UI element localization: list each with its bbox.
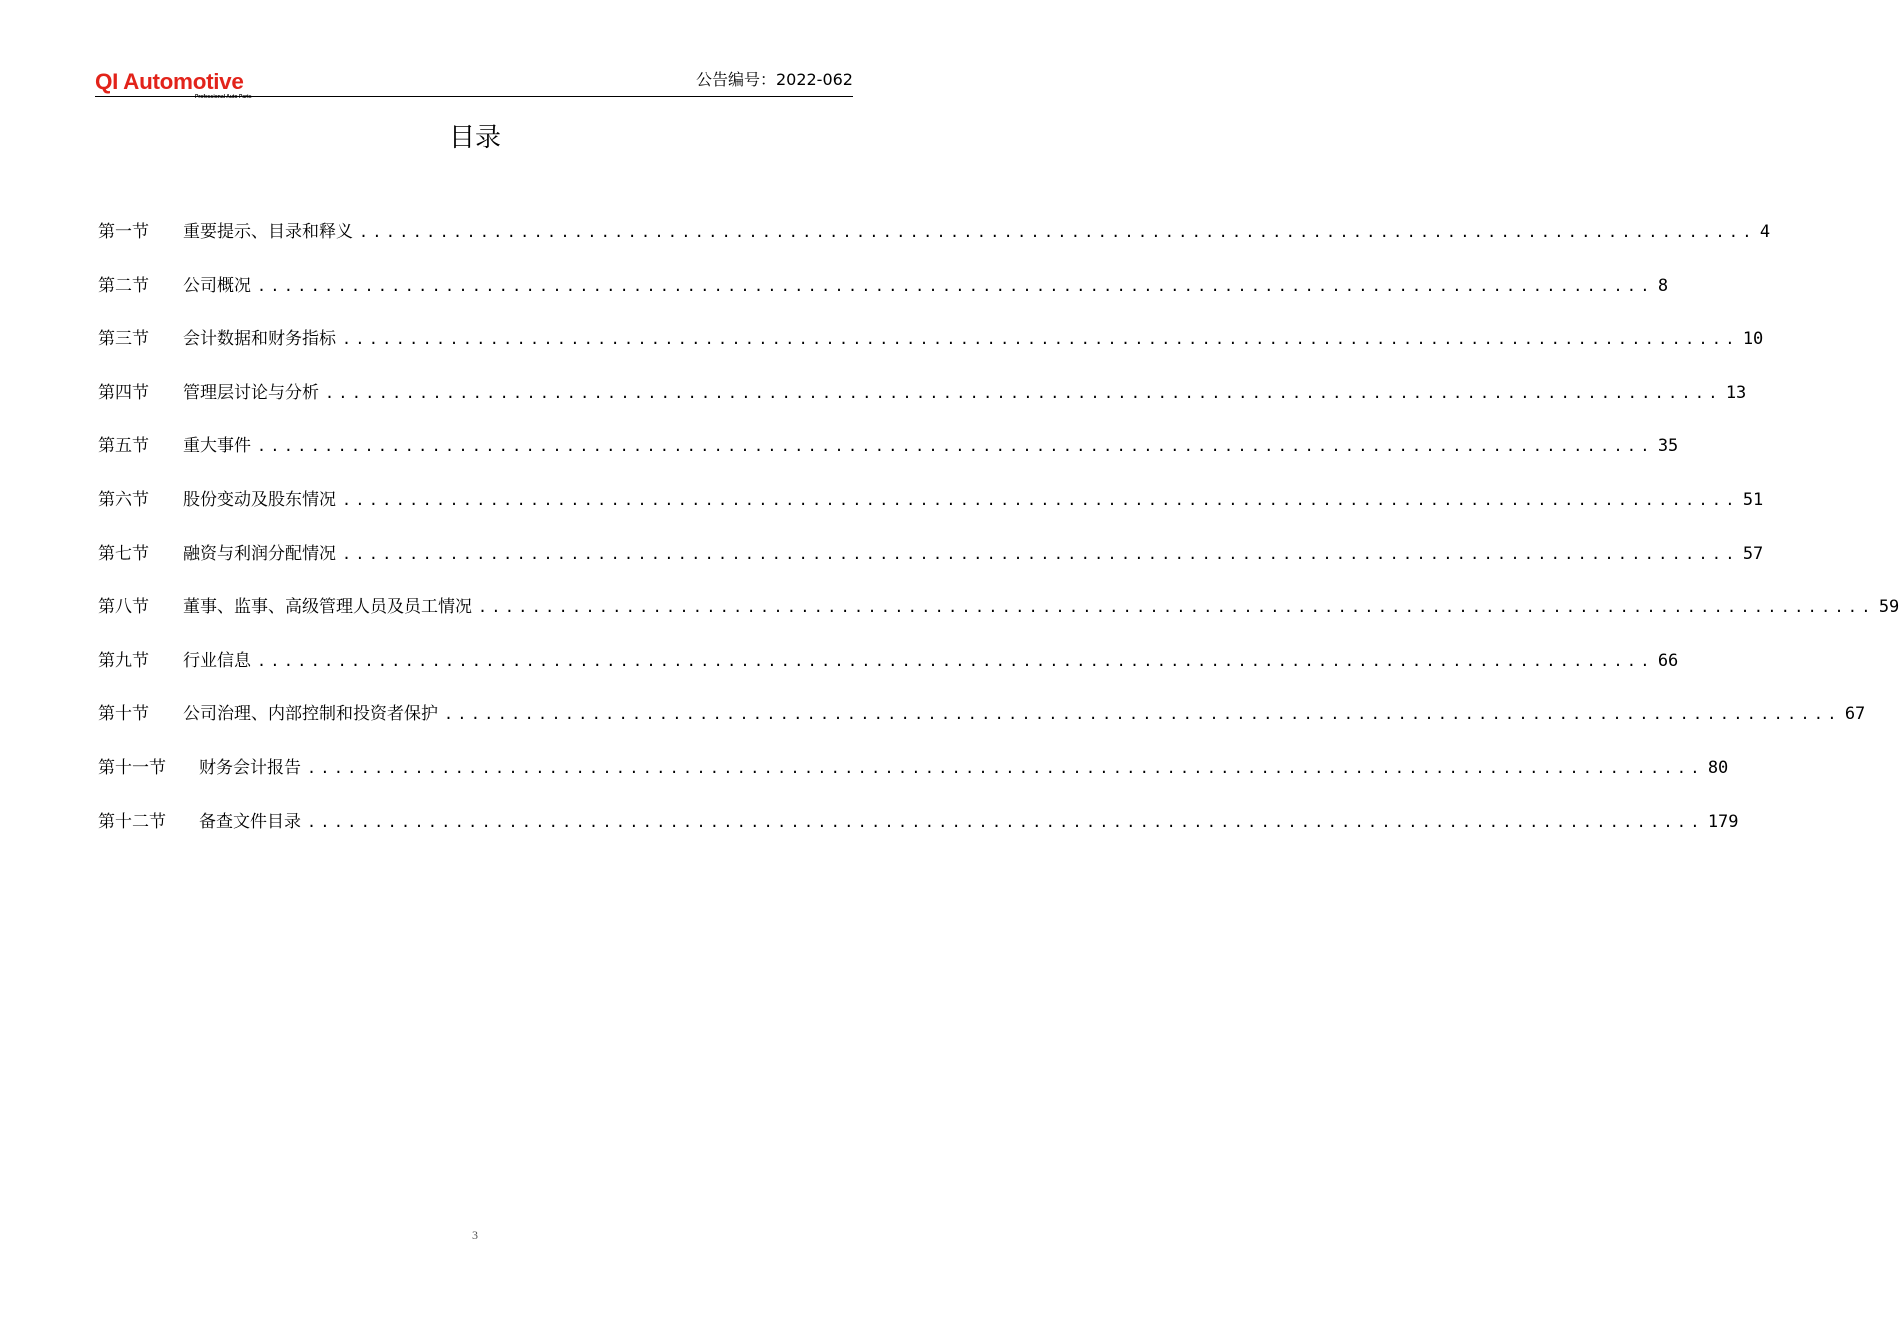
toc-section-label: 第十二节 xyxy=(98,811,166,832)
toc-leader-dots: ........................................................................................................ xyxy=(307,758,1704,777)
toc-entry-4[interactable] xyxy=(98,373,1747,427)
toc-leader-dots: ........................................................................................................ xyxy=(257,437,1654,456)
toc-entry-title: 会计数据和财务指标 xyxy=(183,329,336,350)
toc-page-number: 67 xyxy=(1844,704,1866,725)
toc-page-number: 4 xyxy=(1759,222,1771,242)
toc-entry-title: 公司概况 xyxy=(183,275,251,296)
toc-leader-dots: ........................................................................................................ xyxy=(257,651,1654,670)
page-title: 目录 xyxy=(448,123,501,153)
toc-page-number: 13 xyxy=(1725,382,1747,403)
toc-leader-dots: ........................................................................................................ xyxy=(359,223,1756,241)
toc-section-label: 第六节 xyxy=(98,489,149,510)
toc-entry-12[interactable] xyxy=(98,802,1739,856)
toc-leader-dots: ........................................................................................................ xyxy=(478,598,1875,617)
toc-section-label: 第五节 xyxy=(98,436,149,457)
toc-leader-dots: ........................................................................................................ xyxy=(342,544,1739,563)
toc-section-label: 第十节 xyxy=(98,704,149,725)
toc-entry-title: 融资与利润分配情况 xyxy=(183,543,336,564)
toc-leader-dots: ........................................................................................................ xyxy=(325,383,1722,402)
toc-page-number: 10 xyxy=(1742,329,1764,350)
toc-entry-7[interactable] xyxy=(98,534,1764,588)
toc-section-label: 第九节 xyxy=(98,650,149,671)
toc-entry-2[interactable] xyxy=(98,266,1669,320)
toc-leader-dots: ........................................................................................................ xyxy=(342,330,1739,349)
toc-page-number: 59 xyxy=(1878,597,1899,618)
toc-page-number: 80 xyxy=(1707,757,1729,778)
toc-entry-11[interactable] xyxy=(98,748,1729,802)
logo-tagline: Professional Auto Parts xyxy=(195,94,252,100)
table-of-contents xyxy=(98,212,1899,855)
toc-leader-dots: ........................................................................................................ xyxy=(257,276,1654,295)
announcement-number: 公告编号：2022-062 xyxy=(695,70,853,89)
toc-entry-6[interactable] xyxy=(98,480,1764,534)
toc-entry-title: 股份变动及股东情况 xyxy=(183,489,336,510)
toc-entry-title: 备查文件目录 xyxy=(199,811,301,832)
toc-entry-title: 行业信息 xyxy=(183,650,251,671)
toc-page-number: 8 xyxy=(1657,275,1669,296)
page-header xyxy=(95,62,853,100)
toc-leader-dots: ........................................................................................................ xyxy=(307,812,1704,831)
toc-section-label: 第三节 xyxy=(98,329,149,350)
toc-section-label: 第十一节 xyxy=(98,757,166,778)
toc-entry-5[interactable] xyxy=(98,426,1679,480)
toc-entry-title: 财务会计报告 xyxy=(199,757,301,778)
toc-section-label: 第四节 xyxy=(98,382,149,403)
toc-entry-1[interactable] xyxy=(98,212,1771,266)
toc-section-label: 第一节 xyxy=(98,222,149,242)
toc-page-number: 35 xyxy=(1657,436,1679,457)
toc-leader-dots: ........................................................................................................ xyxy=(444,705,1841,724)
company-logo xyxy=(95,69,252,100)
toc-page-number: 179 xyxy=(1707,811,1739,832)
toc-entry-8[interactable] xyxy=(98,587,1899,641)
toc-entry-title: 重大事件 xyxy=(183,436,251,457)
toc-entry-title: 重要提示、目录和释义 xyxy=(183,222,353,242)
toc-section-label: 第八节 xyxy=(98,597,149,618)
toc-page-number: 66 xyxy=(1657,650,1679,671)
toc-entry-10[interactable] xyxy=(98,694,1866,748)
toc-page-number: 57 xyxy=(1742,543,1764,564)
toc-entry-title: 管理层讨论与分析 xyxy=(183,382,319,403)
toc-section-label: 第二节 xyxy=(98,275,149,296)
logo-wordmark: QI Automotive xyxy=(95,69,244,94)
toc-section-label: 第七节 xyxy=(98,543,149,564)
page-number-footer: 3 xyxy=(472,1228,478,1242)
toc-entry-3[interactable] xyxy=(98,319,1764,373)
toc-leader-dots: ........................................................................................................ xyxy=(342,490,1739,509)
toc-entry-9[interactable] xyxy=(98,641,1679,695)
toc-entry-title: 董事、监事、高级管理人员及员工情况 xyxy=(183,597,472,618)
toc-entry-title: 公司治理、内部控制和投资者保护 xyxy=(183,704,438,725)
toc-page-number: 51 xyxy=(1742,489,1764,510)
